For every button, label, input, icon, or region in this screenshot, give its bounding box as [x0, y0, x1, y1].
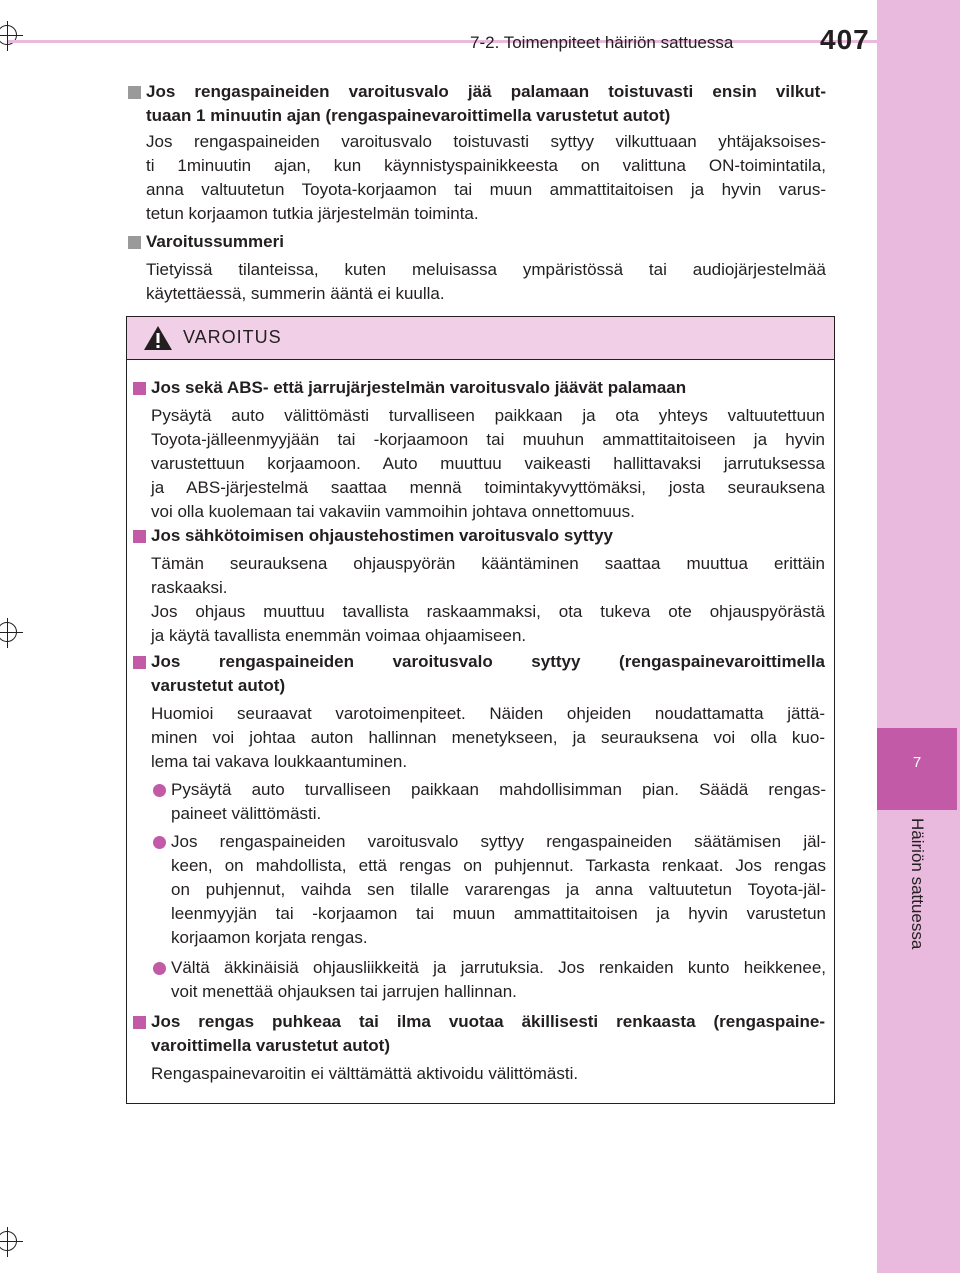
text-line: leenmyyjän tai -korjaamon tai muun ammattitaitoisen ja hyvin varustetun	[171, 904, 826, 923]
warning-item-title	[151, 650, 825, 698]
bullet-item	[171, 956, 826, 1004]
text-line: voit menettää ohjauksen tai jarrujen hallinnan.	[171, 982, 517, 1001]
bullet-dot-icon	[153, 784, 166, 797]
text-line: anna valtuutetun Toyota-korjaamon tai muun ammattitaitoisen ja hyvin varus-	[146, 180, 826, 199]
intro-title-line: Jos rengaspaineiden varoitusvalo jää palamaan toistuvasti ensin vilkut-	[146, 82, 826, 101]
chapter-sidebar	[877, 0, 960, 1273]
text-line: raskaaksi.	[151, 578, 228, 597]
intro-title: Varoitussummeri	[146, 232, 284, 251]
text-line: Huomioi seuraavat varotoimenpiteet. Näiden ohjeiden noudattamatta jättä-	[151, 704, 825, 723]
text-line: paineet välittömästi.	[171, 804, 322, 823]
header-rule	[8, 40, 877, 43]
warning-triangle-icon	[143, 325, 173, 351]
text-line: ja ABS-järjestelmä saattaa mennä toimintakyvyttömäksi, josta seurauksena	[151, 478, 825, 497]
warning-label: VAROITUS	[183, 327, 282, 347]
text-line: Rengaspainevaroitin ei välttämättä aktivoidu välittömästi.	[151, 1064, 579, 1083]
bullet-dot-icon	[153, 962, 166, 975]
warning-item-body	[151, 552, 825, 648]
text-line: korjaamon korjata rengas.	[171, 928, 368, 947]
warning-bullet-icon	[133, 382, 146, 395]
text-line: käytettäessä, summerin ääntä ei kuulla.	[146, 284, 445, 303]
warning-item-body	[151, 404, 825, 524]
warning-item-body	[151, 702, 825, 774]
warning-bullet-icon	[133, 1016, 146, 1029]
text-line: varustettuun korjaamoon. Auto muuttuu vaikeasti hallittavaksi jarrutuksessa	[151, 454, 825, 473]
warning-header	[127, 317, 834, 360]
warning-item-title: Jos sähkötoimisen ohjaustehostimen varoitusvalo syttyy	[151, 526, 613, 545]
text-line: Jos rengaspaineiden varoitusvalo toistuvasti syttyy vilkuttuaan yhtäjaksoises-	[146, 132, 826, 151]
bullet-dot-icon	[153, 836, 166, 849]
intro-title-line: tuaan 1 minuutin ajan (rengaspainevaroittimella varustetut autot)	[146, 106, 671, 125]
title-line: varustetut autot)	[151, 676, 286, 695]
warning-item-title	[151, 1010, 825, 1058]
text-line: ja käytä tavallista enemmän voimaa ohjaamiseen.	[151, 626, 527, 645]
text-line: Toyota-jälleenmyyjään tai -korjaamoon tai muuhun ammattitaitoiseen ja hyvin	[151, 430, 825, 449]
text-line: Vältä äkkinäisiä ohjausliikkeitä ja jarrutuksia. Jos renkaiden kunto heikkenee,	[171, 958, 826, 977]
text-line: on puhjennut, vaihda sen tilalle vararengas ja anna valtuutetun Toyota-jäl-	[171, 880, 826, 899]
section-bullet-icon	[128, 86, 141, 99]
text-line: Jos rengaspaineiden varoitusvalo syttyy rengaspaineiden säätämisen jäl-	[171, 832, 826, 851]
warning-bullet-icon	[133, 530, 146, 543]
text-line: voi olla kuolemaan tai vakaviin vammoihin johtava onnettomuus.	[151, 502, 635, 521]
text-line: ti 1minuutin ajan, kun käynnistyspainikkeesta on valittuna ON-toimintatila,	[146, 156, 826, 175]
crop-mark-icon	[0, 618, 23, 648]
bullet-item	[171, 830, 826, 950]
text-line: Jos ohjaus muuttuu tavallista raskaammaksi, ota tukeva ote ohjauspyörästä	[151, 602, 825, 621]
text-line: keen, on mahdollista, että rengas on puhjennut. Tarkasta renkaat. Jos rengas	[171, 856, 826, 875]
crop-mark-icon	[0, 1227, 23, 1257]
text-line: Pysäytä auto turvalliseen paikkaan mahdollisimman pian. Säädä rengas-	[171, 780, 826, 799]
section-bullet-icon	[128, 236, 141, 249]
text-line: tetun korjaamon tutkia järjestelmän toiminta.	[146, 204, 479, 223]
warning-bullet-icon	[133, 656, 146, 669]
chapter-title-text: Häiriön sattuessa	[908, 818, 927, 950]
title-line: varoittimella varustetut autot)	[151, 1036, 390, 1055]
chapter-number: 7	[912, 754, 922, 771]
bullet-item	[171, 778, 826, 826]
title-line: Jos rengaspaineiden varoitusvalo syttyy (rengaspainevaroittimella	[151, 652, 825, 671]
warning-item-body	[151, 1062, 825, 1086]
text-line: minen voi johtaa auton hallinnan menetykseen, ja seurauksena voi olla kuo-	[151, 728, 825, 747]
intro-body	[146, 258, 826, 306]
text-line: Pysäytä auto välittömästi turvalliseen paikkaan ja ota yhteys valtuutettuun	[151, 406, 825, 425]
text-line: Tietyissä tilanteissa, kuten meluisassa ympäristössä tai audiojärjestelmää	[146, 260, 826, 279]
chapter-tab[interactable]	[877, 728, 957, 810]
section-heading: 7-2. Toimenpiteet häiriön sattuessa	[470, 33, 734, 52]
text-line: lema tai vakava loukkaantuminen.	[151, 752, 408, 771]
intro-title	[146, 80, 826, 128]
crop-mark-icon	[0, 21, 23, 51]
intro-body	[146, 130, 826, 226]
chapter-title	[903, 818, 931, 978]
text-line: Tämän seurauksena ohjauspyörän kääntäminen saattaa muuttua erittäin	[151, 554, 825, 573]
page-number: 407	[820, 24, 870, 55]
title-line: Jos rengas puhkeaa tai ilma vuotaa äkillisesti renkaasta (rengaspaine-	[151, 1012, 825, 1031]
warning-item-title: Jos sekä ABS- että jarrujärjestelmän varoitusvalo jäävät palamaan	[151, 378, 687, 397]
